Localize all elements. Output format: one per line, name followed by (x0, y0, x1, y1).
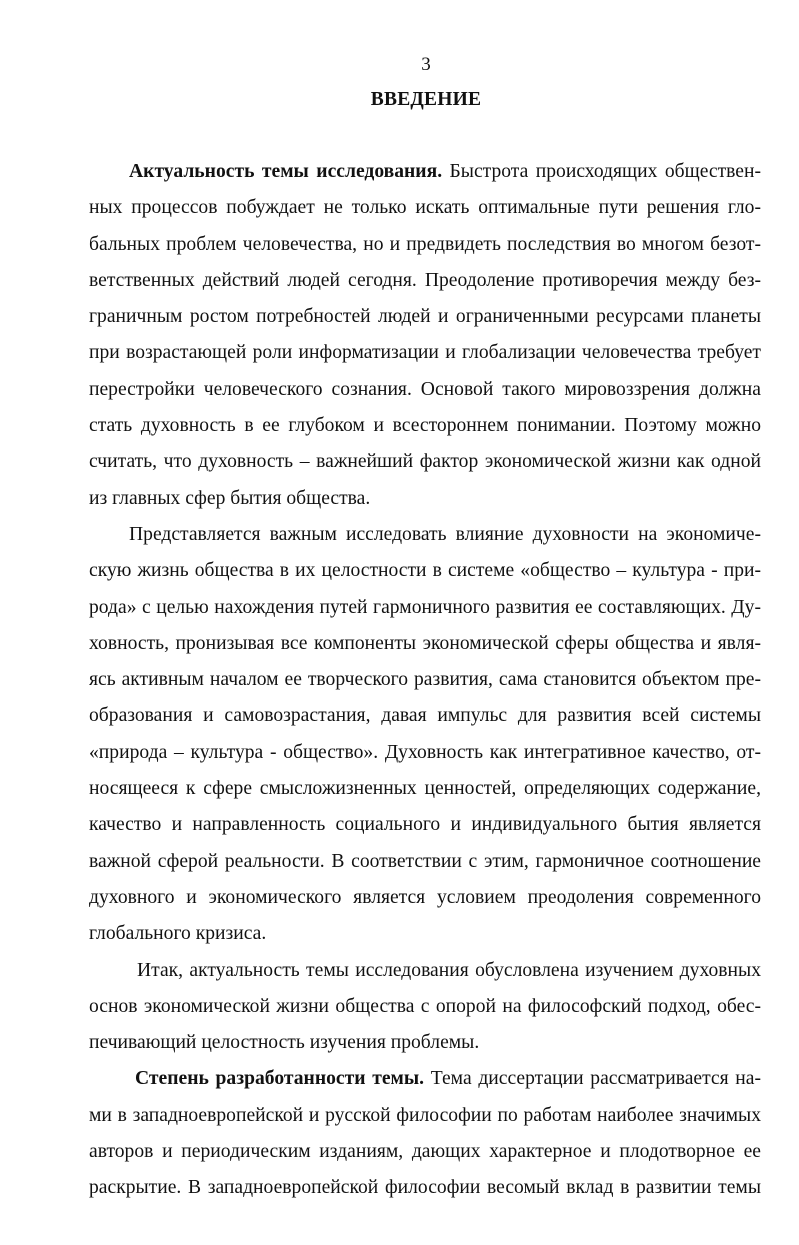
bold-lead-relevance: Актуальность темы исследования. (129, 161, 443, 182)
paragraph-line: качество и направленность социального и индивидуального бытия является (89, 814, 761, 836)
paragraph-line: важной сферой реальности. В соответствии с этим, гармоничное соотношение (89, 850, 761, 872)
paragraph-line: ховность, пронизывая все компоненты экономической сферы общества и явля- (89, 632, 761, 654)
paragraph-line: скую жизнь общества в их целостности в системе «общество – культура - при- (89, 560, 761, 582)
section-heading: ВВЕДЕНИЕ (370, 89, 482, 110)
document-body (89, 154, 761, 1207)
paragraph-line (89, 1061, 761, 1097)
paragraph-line: раскрытие. В западноевропейской философии весомый вклад в развитии темы (89, 1177, 761, 1199)
paragraph-line: основ экономической жизни общества с опорой на философский подход, обес- (89, 995, 761, 1017)
paragraph-line: печивающий целостность изучения проблемы. (89, 1032, 480, 1054)
paragraph-line: при возрастающей роли информатизации и глобализации человечества требует (89, 342, 761, 364)
paragraph-line: рода» с целью нахождения путей гармоничного развития ее составляющих. Ду- (89, 596, 761, 618)
paragraph-line: духовного и экономического является условием преодоления современного (89, 886, 761, 908)
paragraph-line: стать духовность в ее глубоком и всестороннем понимании. Поэтому можно (89, 415, 761, 437)
paragraph-conclusion (89, 953, 761, 1062)
paragraph-line: «природа – культура - общество». Духовность как интегративное качество, от- (89, 741, 761, 763)
paragraph-line: ных процессов побуждает не только искать оптимальные пути решения гло- (89, 197, 761, 219)
paragraph-line: ясь активным началом ее творческого развития, сама становится объектом пре- (89, 669, 761, 691)
paragraph-development (89, 1061, 761, 1206)
paragraph-influence (89, 517, 761, 953)
paragraph-line: ми в западноевропейской и русской философии по работам наиболее значимых (89, 1104, 761, 1126)
page-number: 3 (421, 54, 431, 75)
paragraph-line: авторов и периодическим изданиям, дающих характерное и плодотворное ее (89, 1141, 761, 1163)
bold-lead-development: Степень разработанности темы. (135, 1068, 425, 1090)
paragraph-line: из главных сфер бытия общества. (89, 487, 371, 509)
paragraph-relevance (89, 154, 761, 517)
paragraph-line: перестройки человеческого сознания. Основой такого мировоззрения должна (89, 378, 761, 400)
paragraph-line: образования и самовозрастания, давая импульс для развития всей системы (89, 705, 761, 727)
paragraph-line: бальных проблем человечества, но и предвидеть последствия во многом безот- (89, 233, 761, 255)
paragraph-line: считать, что духовность – важнейший фактор экономической жизни как одной (89, 451, 761, 473)
paragraph-line: носящееся к сфере смысложизненных ценностей, определяющих содержание, (89, 778, 761, 800)
paragraph-line (89, 154, 761, 190)
paragraph-line-text: Быстрота происходящих обществен- (442, 161, 761, 182)
paragraph-line: граничным ростом потребностей людей и ограниченными ресурсами планеты (89, 306, 761, 328)
paragraph-line: ветственных действий людей сегодня. Преодоление противоречия между без- (89, 269, 761, 291)
paragraph-line: глобального кризиса. (89, 923, 267, 945)
paragraph-line: Представляется важным исследовать влияние духовности на экономиче- (129, 523, 761, 545)
paragraph-line: Итак, актуальность темы исследования обусловлена изучением духовных (137, 959, 761, 981)
paragraph-line-text: Тема диссертации рассматривается на- (424, 1068, 761, 1090)
